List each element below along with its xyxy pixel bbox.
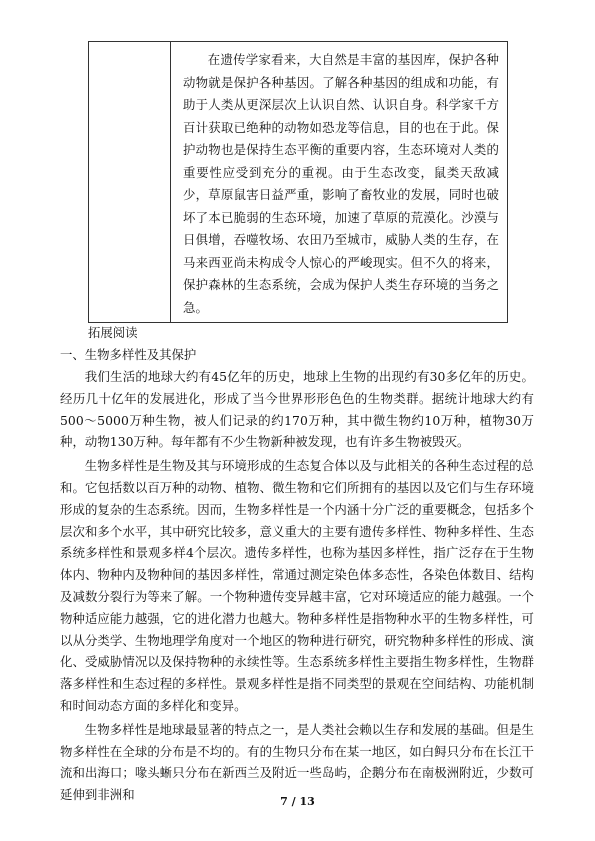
body-text	[60, 366, 534, 806]
table-right-cell	[171, 42, 507, 322]
section-heading: 一、生物多样性及其保护	[60, 347, 197, 362]
table-left-cell	[89, 42, 171, 322]
paragraph-2: 生物多样性是生物及其与环境形成的生态复合体以及与此相关的各种生态过程的总和。它包括数以百万种的动物、植物、微生物和它们所拥有的基因以及它们与生存环境形成的复杂的生态系统。因而，生物多样性是一个内涵十分广泛的重要概念，包括多个层次和多个水平，其中研究比较多，意义重大的主要有遗传多样性、物种多样性、生态系统多样性和景观多样4个层次。遗传多样性，也称为基因多样性，指广泛存在于生物体内、物种内及物种间的基因多样性，常通过测定染色体多态性，各染色体数目、结构及减数分裂行为等来了解。一个物种遗传变异越丰富，它对环境适应的能力越强。一个物种适应能力越强，它的进化潜力也越大。物种多样性是指物种水平的生物多样性，可以从分类学、生物地理学角度对一个地区的物种进行研究，研究物种多样性的形成、演化、受威胁情况以及保持物种的永续性等。生态系统多样性主要指生物多样性，生物群落多样性和生态过程的多样性。景观多样性是指不同类型的景观在空间结构、功能机制和时间动态方面的多样化和变异。	[60, 458, 534, 713]
bordered-table	[88, 41, 508, 323]
paragraph-3: 生物多样性是地球最显著的特点之一，是人类社会赖以生存和发展的基础。但是生物多样性在全球的分布是不均的。有的生物只分布在某一地区，如白鲟只分布在长江干流和出海口；喙头蜥只分布在新西兰及附近一些岛屿，企鹅分布在南极洲附近，少数可延伸到非洲和	[60, 721, 534, 803]
table-cell-text: 在遗传学家看来，大自然是丰富的基因库，保护各种动物就是保护各种基因。了解各种基因的组成和功能，有助于人类从更深层次上认识自然、认识自身。科学家千方百计获取已绝种的动物如恐龙等信息，目的也在于此。保护动物也是保持生态平衡的重要内容，生态环境对人类的重要性应受到充分的重视。由于生态改变，鼠类天敌减少，草原鼠害日益严重，影响了畜牧业的发展，同时也破坏了本已脆弱的生态环境，加速了草原的荒漠化。沙漠与日俱增，吞噬牧场、农田乃至城市，威胁人类的生存，在马来西亚尚未构成令人惊心的严峻现实。但不久的将来，保护森林的生态系统，会成为保护人类生存环境的当务之急。	[183, 52, 499, 315]
paragraph-1: 我们生活的地球大约有45亿年的历史，地球上生物的出现约有30多亿年的历史。经历几十亿年的发展进化，形成了当今世界形形色色的生物类群。据统计地球大约有500～5000万种生物，被人们记录的约170万种，其中微生物约10万种，植物30万种，动物130万种。每年都有不少生物新种被发现，也有许多生物被毁灭。	[60, 369, 534, 450]
page-number: 7 / 13	[280, 795, 315, 808]
section-label: 拓展阅读	[88, 325, 138, 340]
